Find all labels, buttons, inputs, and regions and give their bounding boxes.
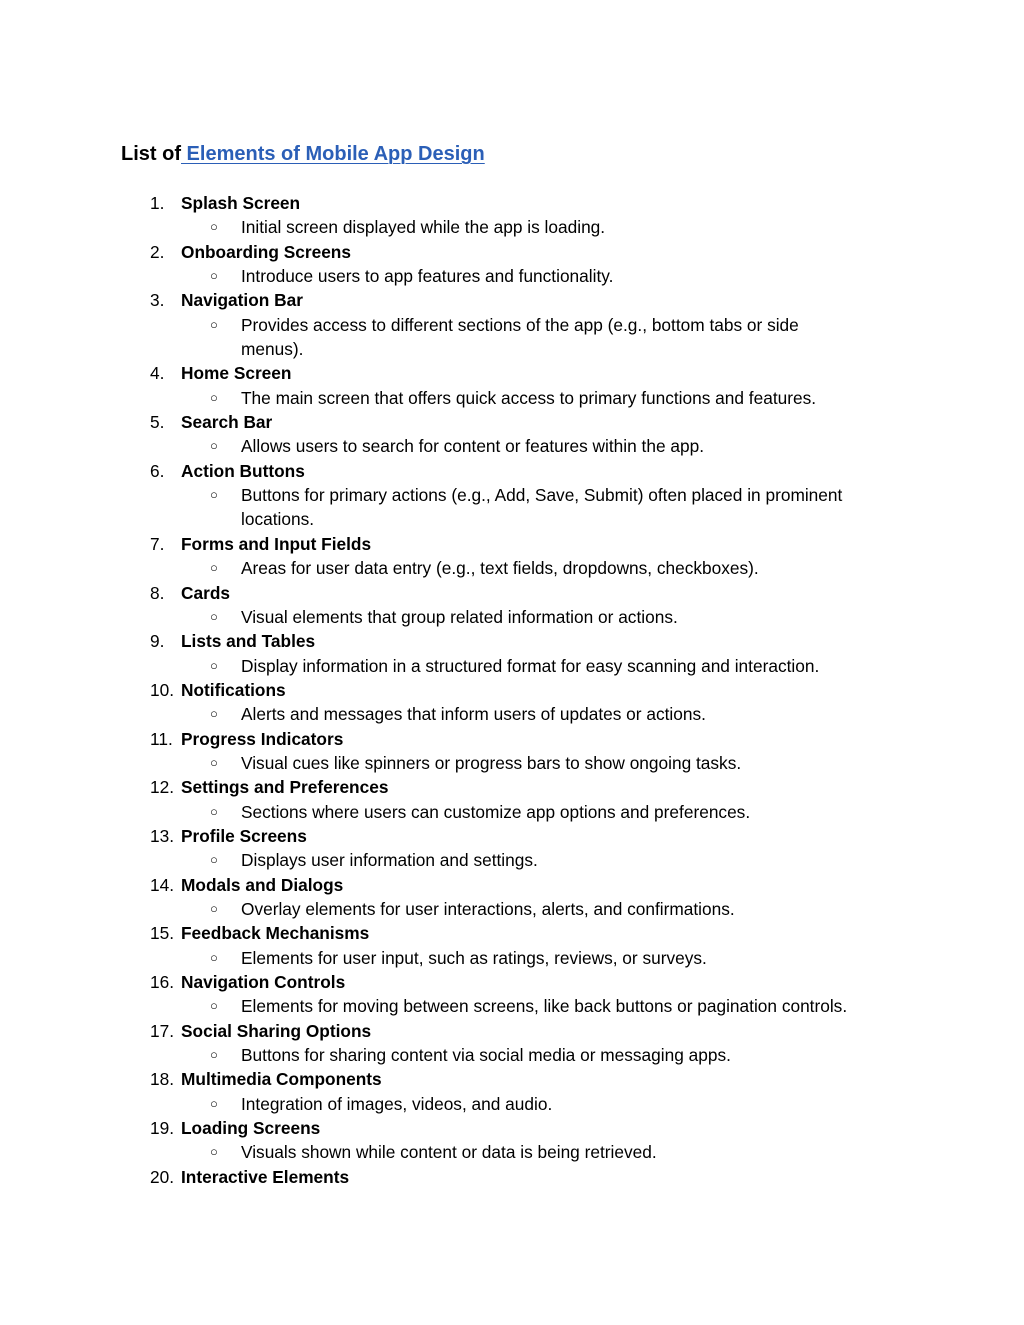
description-text: Buttons for sharing content via social media or messaging apps.: [241, 1045, 731, 1066]
title-link[interactable]: Elements of Mobile App Design: [181, 143, 485, 165]
list-item: [0, 1116, 1024, 1140]
item-number: 6.: [150, 460, 165, 481]
hollow-bullet-icon: ○: [210, 487, 218, 503]
item-number: 5.: [150, 412, 165, 433]
item-heading: Onboarding Screens: [181, 241, 351, 262]
item-number: 15.: [150, 923, 175, 944]
item-description: [0, 264, 1024, 288]
item-heading: Notifications: [181, 679, 286, 700]
list-item: [0, 581, 1024, 605]
item-description: [0, 800, 1024, 824]
item-number: 14.: [150, 874, 175, 895]
item-heading: Cards: [181, 582, 230, 603]
item-number: 4.: [150, 363, 165, 384]
description-text: Alerts and messages that inform users of updates or actions.: [241, 704, 706, 725]
item-description: [0, 702, 1024, 726]
item-number: 9.: [150, 631, 165, 652]
item-heading: Action Buttons: [181, 460, 305, 481]
description-text: locations.: [241, 509, 315, 530]
item-heading: Loading Screens: [181, 1118, 321, 1139]
description-text: Integration of images, videos, and audio.: [241, 1093, 553, 1114]
description-text: Sections where users can customize app options and preferences.: [241, 801, 751, 822]
item-number: 3.: [150, 290, 165, 311]
list-item: [0, 532, 1024, 556]
list-item: [0, 727, 1024, 751]
description-text: Initial screen displayed while the app is loading.: [241, 217, 606, 238]
item-heading: Forms and Input Fields: [181, 533, 372, 554]
description-text: Displays user information and settings.: [241, 850, 538, 871]
hollow-bullet-icon: ○: [210, 560, 218, 576]
hollow-bullet-icon: ○: [210, 316, 218, 332]
item-description: [0, 1043, 1024, 1067]
item-description: [0, 946, 1024, 970]
title-prefix: List of: [121, 143, 181, 165]
description-text: Buttons for primary actions (e.g., Add, Save, Submit) often placed in prominent: [241, 485, 843, 506]
hollow-bullet-icon: ○: [210, 608, 218, 624]
item-heading: Feedback Mechanisms: [181, 923, 370, 944]
list-item: [0, 629, 1024, 653]
item-number: 13.: [150, 825, 175, 846]
description-text: Allows users to search for content or features within the app.: [241, 436, 704, 457]
hollow-bullet-icon: ○: [210, 754, 218, 770]
description-text: menus).: [241, 339, 304, 360]
description-text: Visuals shown while content or data is being retrieved.: [241, 1142, 657, 1163]
hollow-bullet-icon: ○: [210, 219, 218, 235]
elements-list: [0, 191, 1024, 1189]
item-description: [0, 556, 1024, 580]
item-description: [0, 994, 1024, 1018]
item-number: 19.: [150, 1118, 175, 1139]
item-description: [0, 434, 1024, 458]
item-description: [0, 337, 1024, 361]
description-text: Elements for moving between screens, like back buttons or pagination controls.: [241, 996, 848, 1017]
description-text: Areas for user data entry (e.g., text fields, dropdowns, checkboxes).: [241, 558, 759, 579]
description-text: Visual elements that group related information or actions.: [241, 606, 678, 627]
hollow-bullet-icon: ○: [210, 706, 218, 722]
item-heading: Home Screen: [181, 363, 292, 384]
item-number: 7.: [150, 533, 165, 554]
item-description: [0, 654, 1024, 678]
item-number: 20.: [150, 1166, 175, 1187]
item-heading: Progress Indicators: [181, 728, 344, 749]
hollow-bullet-icon: ○: [210, 949, 218, 965]
item-number: 11.: [150, 728, 173, 749]
item-heading: Social Sharing Options: [181, 1020, 372, 1041]
item-heading: Interactive Elements: [181, 1166, 350, 1187]
hollow-bullet-icon: ○: [210, 1095, 218, 1111]
item-description: [0, 848, 1024, 872]
item-description: [0, 751, 1024, 775]
list-item: [0, 775, 1024, 799]
item-description: [0, 1092, 1024, 1116]
hollow-bullet-icon: ○: [210, 803, 218, 819]
item-description: [0, 483, 1024, 507]
item-number: 17.: [150, 1020, 175, 1041]
item-number: 2.: [150, 241, 165, 262]
description-text: Introduce users to app features and functionality.: [241, 266, 614, 287]
hollow-bullet-icon: ○: [210, 268, 218, 284]
item-number: 8.: [150, 582, 165, 603]
item-heading: Lists and Tables: [181, 631, 316, 652]
hollow-bullet-icon: ○: [210, 1144, 218, 1160]
item-description: [0, 313, 1024, 337]
item-description: [0, 507, 1024, 531]
hollow-bullet-icon: ○: [210, 389, 218, 405]
list-item: [0, 191, 1024, 215]
list-item: [0, 921, 1024, 945]
item-heading: Navigation Controls: [181, 972, 346, 992]
list-item: [0, 873, 1024, 897]
list-item: [0, 410, 1024, 434]
list-item: [0, 1165, 1024, 1189]
item-description: [0, 897, 1024, 921]
description-text: Overlay elements for user interactions, alerts, and confirmations.: [241, 898, 735, 919]
item-heading: Multimedia Components: [181, 1069, 382, 1090]
list-item: [0, 678, 1024, 702]
hollow-bullet-icon: ○: [210, 657, 218, 673]
item-number: 18.: [150, 1069, 175, 1090]
list-item: [0, 970, 1024, 994]
list-item: [0, 1019, 1024, 1043]
description-text: The main screen that offers quick access to primary functions and features.: [241, 387, 817, 408]
hollow-bullet-icon: ○: [210, 900, 218, 916]
item-number: 16.: [150, 972, 175, 992]
hollow-bullet-icon: ○: [210, 438, 218, 454]
item-description: [0, 1140, 1024, 1164]
item-heading: Profile Screens: [181, 825, 307, 846]
item-heading: Modals and Dialogs: [181, 874, 344, 895]
hollow-bullet-icon: ○: [210, 998, 218, 1014]
item-heading: Search Bar: [181, 412, 273, 433]
item-heading: Navigation Bar: [181, 290, 303, 311]
description-text: Provides access to different sections of the app (e.g., bottom tabs or side: [241, 314, 799, 335]
list-item: [0, 361, 1024, 385]
item-description: [0, 386, 1024, 410]
list-item: [0, 459, 1024, 483]
item-number: 10.: [150, 679, 175, 700]
list-item: [0, 1067, 1024, 1091]
list-item: [0, 824, 1024, 848]
hollow-bullet-icon: ○: [210, 1047, 218, 1063]
item-heading: Settings and Preferences: [181, 777, 389, 798]
description-text: Elements for user input, such as ratings, reviews, or surveys.: [241, 947, 707, 968]
item-number: 1.: [150, 193, 165, 213]
item-description: [0, 215, 1024, 239]
description-text: Visual cues like spinners or progress bars to show ongoing tasks.: [241, 752, 742, 773]
list-item: [0, 240, 1024, 264]
hollow-bullet-icon: ○: [210, 852, 218, 868]
list-item: [0, 288, 1024, 312]
item-number: 12.: [150, 777, 175, 798]
page-title: [121, 143, 485, 166]
description-text: Display information in a structured format for easy scanning and interaction.: [241, 655, 820, 676]
item-heading: Splash Screen: [181, 193, 301, 213]
item-description: [0, 605, 1024, 629]
